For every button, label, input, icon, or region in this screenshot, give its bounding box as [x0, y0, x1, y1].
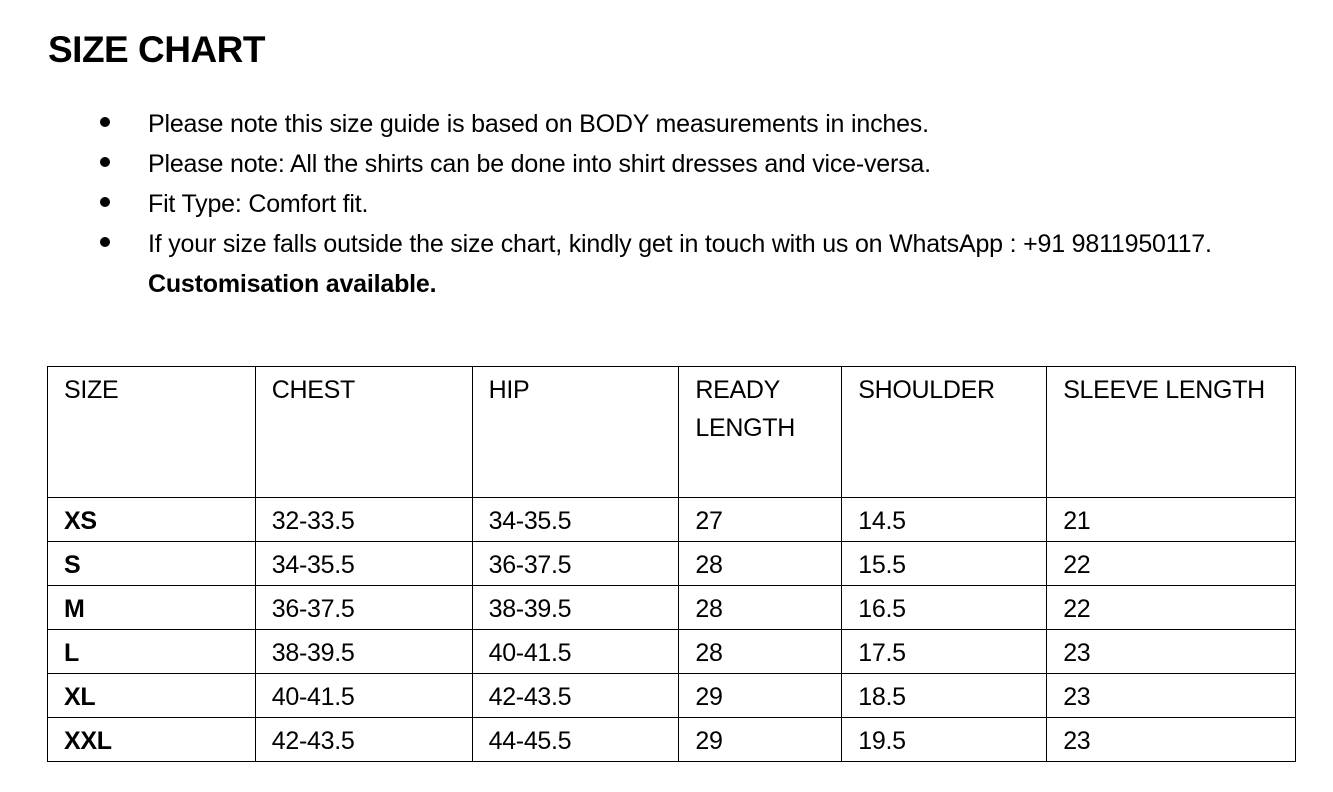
cell-hip: 40-41.5	[472, 630, 679, 674]
cell-ready-length: 29	[679, 718, 842, 762]
note-item	[95, 104, 1245, 144]
cell-hip: 38-39.5	[472, 586, 679, 630]
cell-ready-length: 29	[679, 674, 842, 718]
bullet-icon	[100, 117, 110, 127]
cell-sleeve-length: 22	[1047, 586, 1296, 630]
table-row	[48, 718, 1296, 762]
cell-shoulder: 14.5	[842, 498, 1047, 542]
note-item	[95, 184, 1245, 224]
cell-shoulder: 16.5	[842, 586, 1047, 630]
cell-size: XXL	[48, 718, 256, 762]
page-title: SIZE CHART	[48, 29, 265, 70]
header-shoulder: SHOULDER	[842, 367, 1047, 498]
size-table	[47, 366, 1296, 762]
table-row	[48, 674, 1296, 718]
cell-size: XL	[48, 674, 256, 718]
note-text: Fit Type: Comfort fit.	[148, 190, 369, 218]
cell-ready-length: 28	[679, 586, 842, 630]
table-row	[48, 542, 1296, 586]
cell-sleeve-length: 23	[1047, 630, 1296, 674]
cell-chest: 36-37.5	[255, 586, 472, 630]
note-text: Please note this size guide is based on BODY measurements in inches.	[148, 110, 929, 138]
cell-sleeve-length: 23	[1047, 718, 1296, 762]
cell-chest: 34-35.5	[255, 542, 472, 586]
cell-shoulder: 15.5	[842, 542, 1047, 586]
table-row	[48, 498, 1296, 542]
bullet-icon	[100, 197, 110, 207]
header-hip: HIP	[472, 367, 679, 498]
cell-size: S	[48, 542, 256, 586]
table-row	[48, 630, 1296, 674]
cell-hip: 44-45.5	[472, 718, 679, 762]
bullet-icon	[100, 237, 110, 247]
table-row	[48, 586, 1296, 630]
cell-chest: 42-43.5	[255, 718, 472, 762]
cell-ready-length: 28	[679, 630, 842, 674]
cell-size: M	[48, 586, 256, 630]
note-text: Please note: All the shirts can be done into shirt dresses and vice-versa.	[148, 150, 931, 178]
cell-sleeve-length: 23	[1047, 674, 1296, 718]
cell-hip: 36-37.5	[472, 542, 679, 586]
cell-hip: 34-35.5	[472, 498, 679, 542]
table-header-row	[48, 367, 1296, 498]
bullet-icon	[100, 157, 110, 167]
cell-shoulder: 18.5	[842, 674, 1047, 718]
note-item	[95, 144, 1245, 184]
header-sleeve-length: SLEEVE LENGTH	[1047, 367, 1296, 498]
header-ready-length: READY LENGTH	[679, 367, 842, 498]
cell-hip: 42-43.5	[472, 674, 679, 718]
cell-sleeve-length: 22	[1047, 542, 1296, 586]
cell-chest: 32-33.5	[255, 498, 472, 542]
cell-shoulder: 17.5	[842, 630, 1047, 674]
cell-size: L	[48, 630, 256, 674]
cell-ready-length: 28	[679, 542, 842, 586]
note-emphasis: Customisation available.	[148, 270, 437, 298]
cell-size: XS	[48, 498, 256, 542]
note-text: If your size falls outside the size chart, kindly get in touch with us on WhatsApp : +91 9811950117.	[148, 230, 1212, 258]
note-item	[95, 224, 1245, 304]
cell-shoulder: 19.5	[842, 718, 1047, 762]
cell-sleeve-length: 21	[1047, 498, 1296, 542]
cell-chest: 38-39.5	[255, 630, 472, 674]
cell-chest: 40-41.5	[255, 674, 472, 718]
header-size: SIZE	[48, 367, 256, 498]
notes-list	[95, 104, 1245, 304]
header-chest: CHEST	[255, 367, 472, 498]
cell-ready-length: 27	[679, 498, 842, 542]
